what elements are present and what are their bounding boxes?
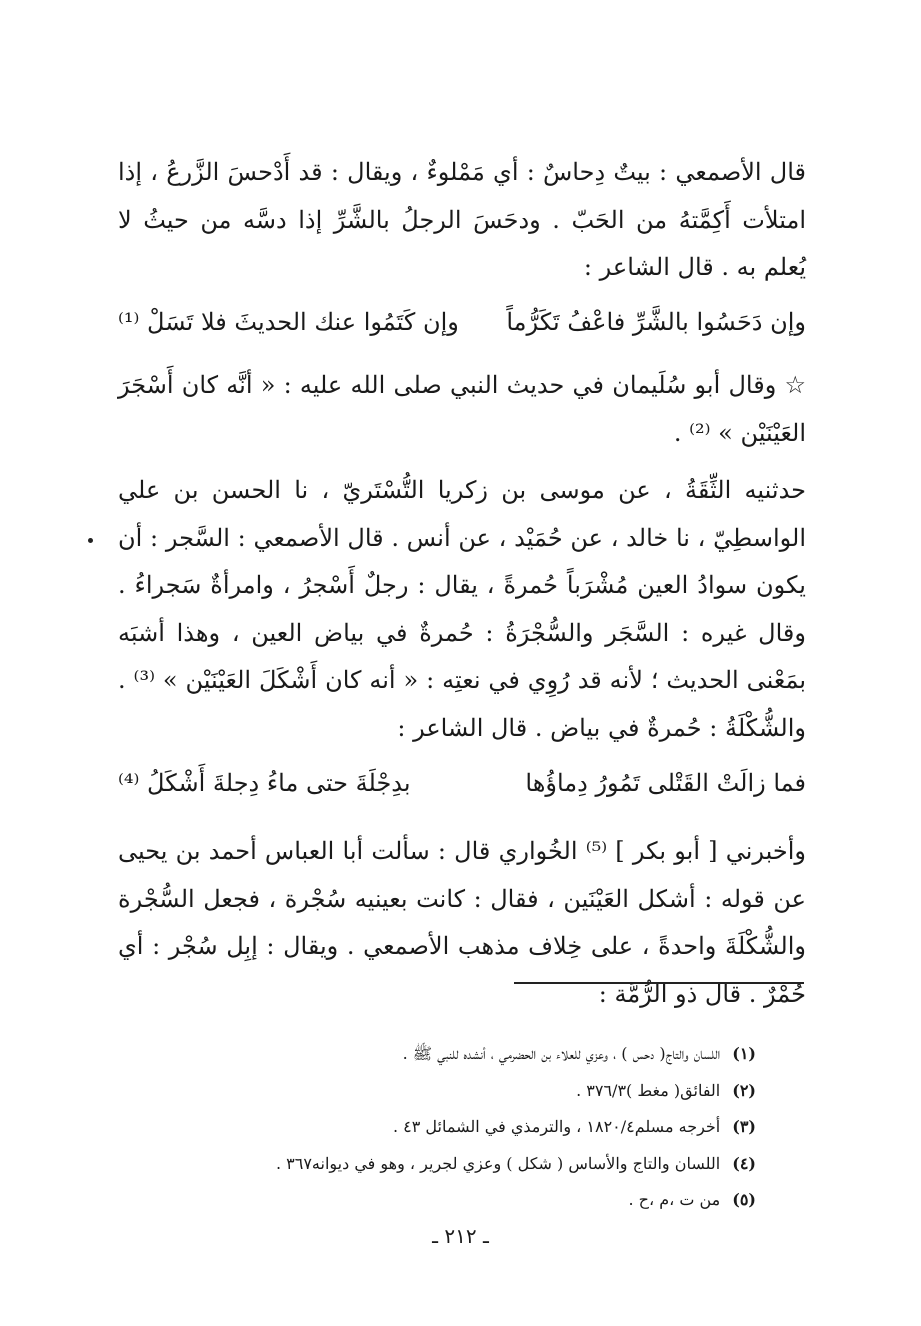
footnote-text: اللسان والتاج والأساس ( شكل ) وعزي لجرير ، وهو في ديوانه٣٦٧ . [275, 1153, 721, 1173]
footnote-4 [150, 1146, 756, 1183]
margin-mark [88, 538, 93, 543]
verse-2 [118, 763, 806, 803]
page-number: ـ ٢١٢ ـ [432, 1224, 489, 1248]
footnotes [150, 1036, 756, 1219]
paragraph-text: وأخبرني [ أبو بكر ] ⁽⁵⁾ الخُواري قال : سألت أبا العباس أحمد بن يحيى عن قوله : أشكل العَيْنَين ، فقال : كانت بعينيه سُجْرة ، فجعل السُّجْرة والشُّكْلَةَ واحدةً ، على خِلاف مذهب الأصمعي . ويقال : إبِل سُجْر : أي حُمْرٌ . قال ذو الرُّمَّة : [118, 837, 806, 1008]
footnote-separator [514, 982, 804, 984]
footnote-number: (١) [732, 1044, 756, 1063]
verse-1 [118, 302, 806, 342]
footnote-number: (٤) [732, 1153, 756, 1173]
footnote-number: (٣) [732, 1117, 756, 1136]
verse-1-first-hemistich: وإن دَحَسُوا بالشَّرِّ فاعْفُ تَكَرُّماً [506, 308, 806, 336]
paragraph-text: حدثنيه الثِّقَةُ ، عن موسى بن زكريا التُّسْتَريّ ، نا الحسن بن علي الواسطِيّ ، نا خالد ، عن حُمَيْد ، عن أنس . قال الأصمعي : السَّجر : أن يكون سوادُ العين مُشْرَباً حُمرةً ، يقال : رجلٌ أَسْجرُ ، وامرأةٌ سَجراءُ . وقال غيره : السَّجَر والسُّجْرَةُ : حُمرةٌ في بياض العين ، وهذا أشبَه بمَعْنى الحديث ؛ لأنه قد رُوِي في نعتِه : « أنه كان أَشْكَلَ العَيْنَيْن » ⁽³⁾ . والشُّكْلَةُ : حُمرةٌ في بياض . قال الشاعر : [118, 476, 807, 742]
footnote-text: الفائق( مغط )٣٧٦/٣ . [576, 1080, 721, 1100]
paragraph-khuwari [118, 828, 806, 1018]
footnote-3 [150, 1109, 756, 1146]
paragraph-asjar [118, 362, 806, 457]
paragraph-hadith-chain [118, 467, 806, 752]
paragraph-text: ☆ وقال أبو سُلَيمان في حديث النبي صلى الله عليه : « أنَّه كان أَسْجَرَ العَيْنَيْن » ⁽²⁾ . [118, 371, 807, 447]
footnote-2 [150, 1073, 756, 1110]
footnote-text: من ت ،م ،ح . [628, 1190, 721, 1209]
footnote-number: (٥) [732, 1190, 756, 1209]
footnote-1 [150, 1036, 756, 1073]
verse-2-second-hemistich: بدِجْلَةَ حتى ماءُ دِجلةَ أَشْكَلُ ⁽⁴⁾ [118, 769, 411, 797]
paragraph-dahas [118, 149, 806, 292]
footnote-number: (٢) [732, 1080, 756, 1100]
footnote-text: اللسان والتاج( دحس ) ، وعزي للعلاء بن الحضرمي ، أنشده للنبي ﷺ . [402, 1044, 721, 1063]
verse-2-first-hemistich: فما زالَتْ القَتْلى تَمُورُ دِماؤُها [525, 769, 806, 797]
paragraph-text: قال الأصمعي : بيتٌ دِحاسٌ : أي مَمْلوءٌ ، ويقال : قد أَدْحسَ الزَّرعُ ، إذا امتلأت أَكِمَّتهُ من الحَبّ . ودحَسَ الرجلُ بالشَّرِّ إذا دسَّه من حيثُ لا يُعلم به . قال الشاعر : [118, 158, 806, 281]
footnote-text: أخرجه مسلم١٨٢٠/٤ ، والترمذي في الشمائل ٤٣ . [392, 1117, 721, 1136]
verse-1-second-hemistich: وإن كَتَمُوا عنك الحديثَ فلا تَسَلْ ⁽¹⁾ [118, 308, 459, 336]
footnote-5 [150, 1182, 756, 1219]
